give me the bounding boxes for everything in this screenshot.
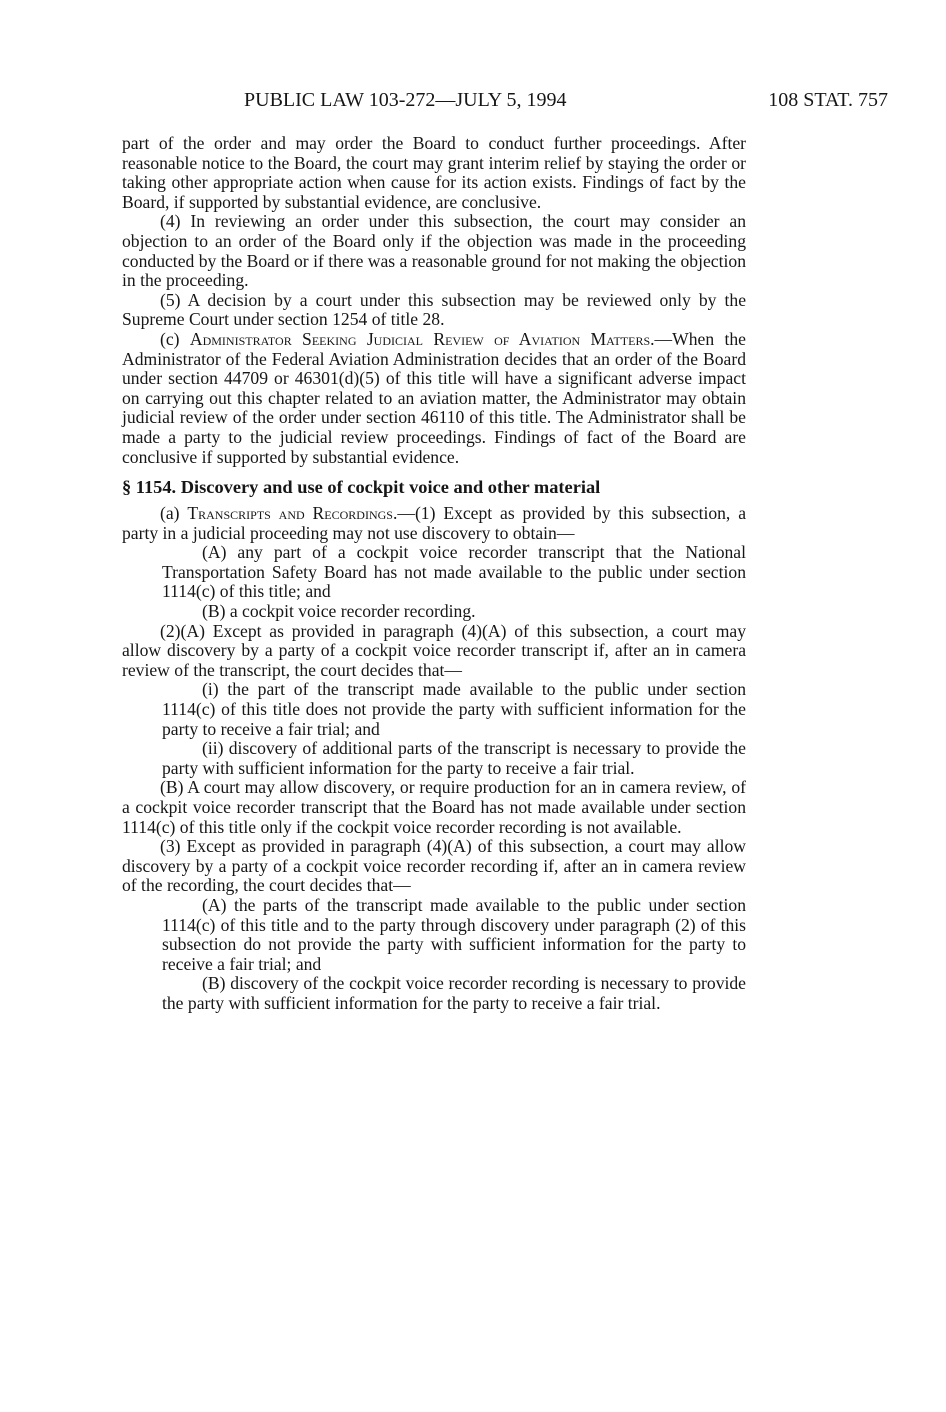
clause-3-A: (A) the parts of the transcript made available to the public under section 1114(c) of this title and to the party through discovery under paragraph (2) of this subsection do not provide the party with sufficient information for the party to receive a fair trial; and bbox=[162, 894, 746, 974]
statute-page-number: 108 STAT. 757 bbox=[768, 89, 888, 111]
clause-3-B: (B) discovery of the cockpit voice recorder recording is necessary to provide the party with sufficient information for the party to receive a fair trial. bbox=[162, 973, 746, 1013]
subsection-c-text: —When the Administrator of the Federal Aviation Administration decides that an order of the Board under section 44709 or 46301(d)(5) of this title will have a significant adverse impact on carrying out this chapter related to an aviation matter, the Administrator may obtain judicial review of the order under section 46110 of this title. The Administrator shall be made a party to the judicial review proceedings. Findings of fact of the Board are conclusive if supported by substantial evidence. bbox=[122, 328, 746, 467]
clause-1-A: (A) any part of a cockpit voice recorder transcript that the National Transportation Safety Board has not made available to the public under section 1114(c) of this title; and bbox=[162, 542, 746, 602]
clause-1-B: (B) a cockpit voice recorder recording. bbox=[202, 601, 476, 622]
paragraph-2-A: (2)(A) Except as provided in paragraph (4)(A) of this subsection, a court may allow discovery by a party of a cockpit voice recorder transcript if, after an in camera review of the transcript, the court decides that— bbox=[122, 620, 746, 680]
subsection-c-heading: Administrator Seeking Judicial Review of Aviation Matters. bbox=[189, 328, 655, 349]
paragraph-2-B: (B) A court may allow discovery, or require production for an in camera review, of a cockpit voice recorder transcript that the Board has not made available under section 1114(c) of this title only if the cockpit voice recorder recording is not available. bbox=[122, 777, 746, 837]
page-body bbox=[122, 134, 746, 1014]
subsection-a-text: —(1) Except as provided by this subsection, a party in a judicial proceeding may not use discovery to obtain— bbox=[122, 503, 747, 543]
paragraph-4: (4) In reviewing an order under this subsection, the court may consider an objection to an order of the Board only if the objection was made in the proceeding conducted by the Board or if there was a reasonable ground for not making the objection in the proceeding. bbox=[122, 211, 746, 291]
subsection-a-label: (a) bbox=[160, 503, 180, 524]
running-title: PUBLIC LAW 103-272—JULY 5, 1994 bbox=[244, 89, 567, 111]
section-heading: § 1154. Discovery and use of cockpit voice and other material bbox=[122, 477, 601, 498]
subsection-c bbox=[122, 330, 746, 467]
paragraph-3: (3) Except as provided in paragraph (4)(A) of this subsection, a court may allow discovery by a party of a cockpit voice recorder recording if, after an in camera review of the recording, the court decides that— bbox=[122, 836, 746, 896]
subsection-a bbox=[122, 504, 746, 543]
subsection-c-label: (c) bbox=[160, 328, 180, 349]
paragraph-continuation: part of the order and may order the Board to conduct further proceedings. After reasonable notice to the Board, the court may grant interim relief by staying the order or taking other appropriate action when cause for its action exists. Findings of fact by the Board, if supported by substantial evidence, are conclusive. bbox=[122, 133, 746, 212]
paragraph-5: (5) A decision by a court under this subsection may be reviewed only by the Supreme Court under section 1254 of title 28. bbox=[122, 289, 746, 330]
clause-2-A-ii: (ii) discovery of additional parts of the transcript is necessary to provide the party with sufficient information for the party to receive a fair trial. bbox=[162, 738, 746, 778]
clause-2-A-i: (i) the part of the transcript made available to the public under section 1114(c) of this title does not provide the party with sufficient information for the party to receive a fair trial; and bbox=[162, 679, 746, 739]
subsection-a-heading: Transcripts and Recordings. bbox=[187, 503, 398, 524]
